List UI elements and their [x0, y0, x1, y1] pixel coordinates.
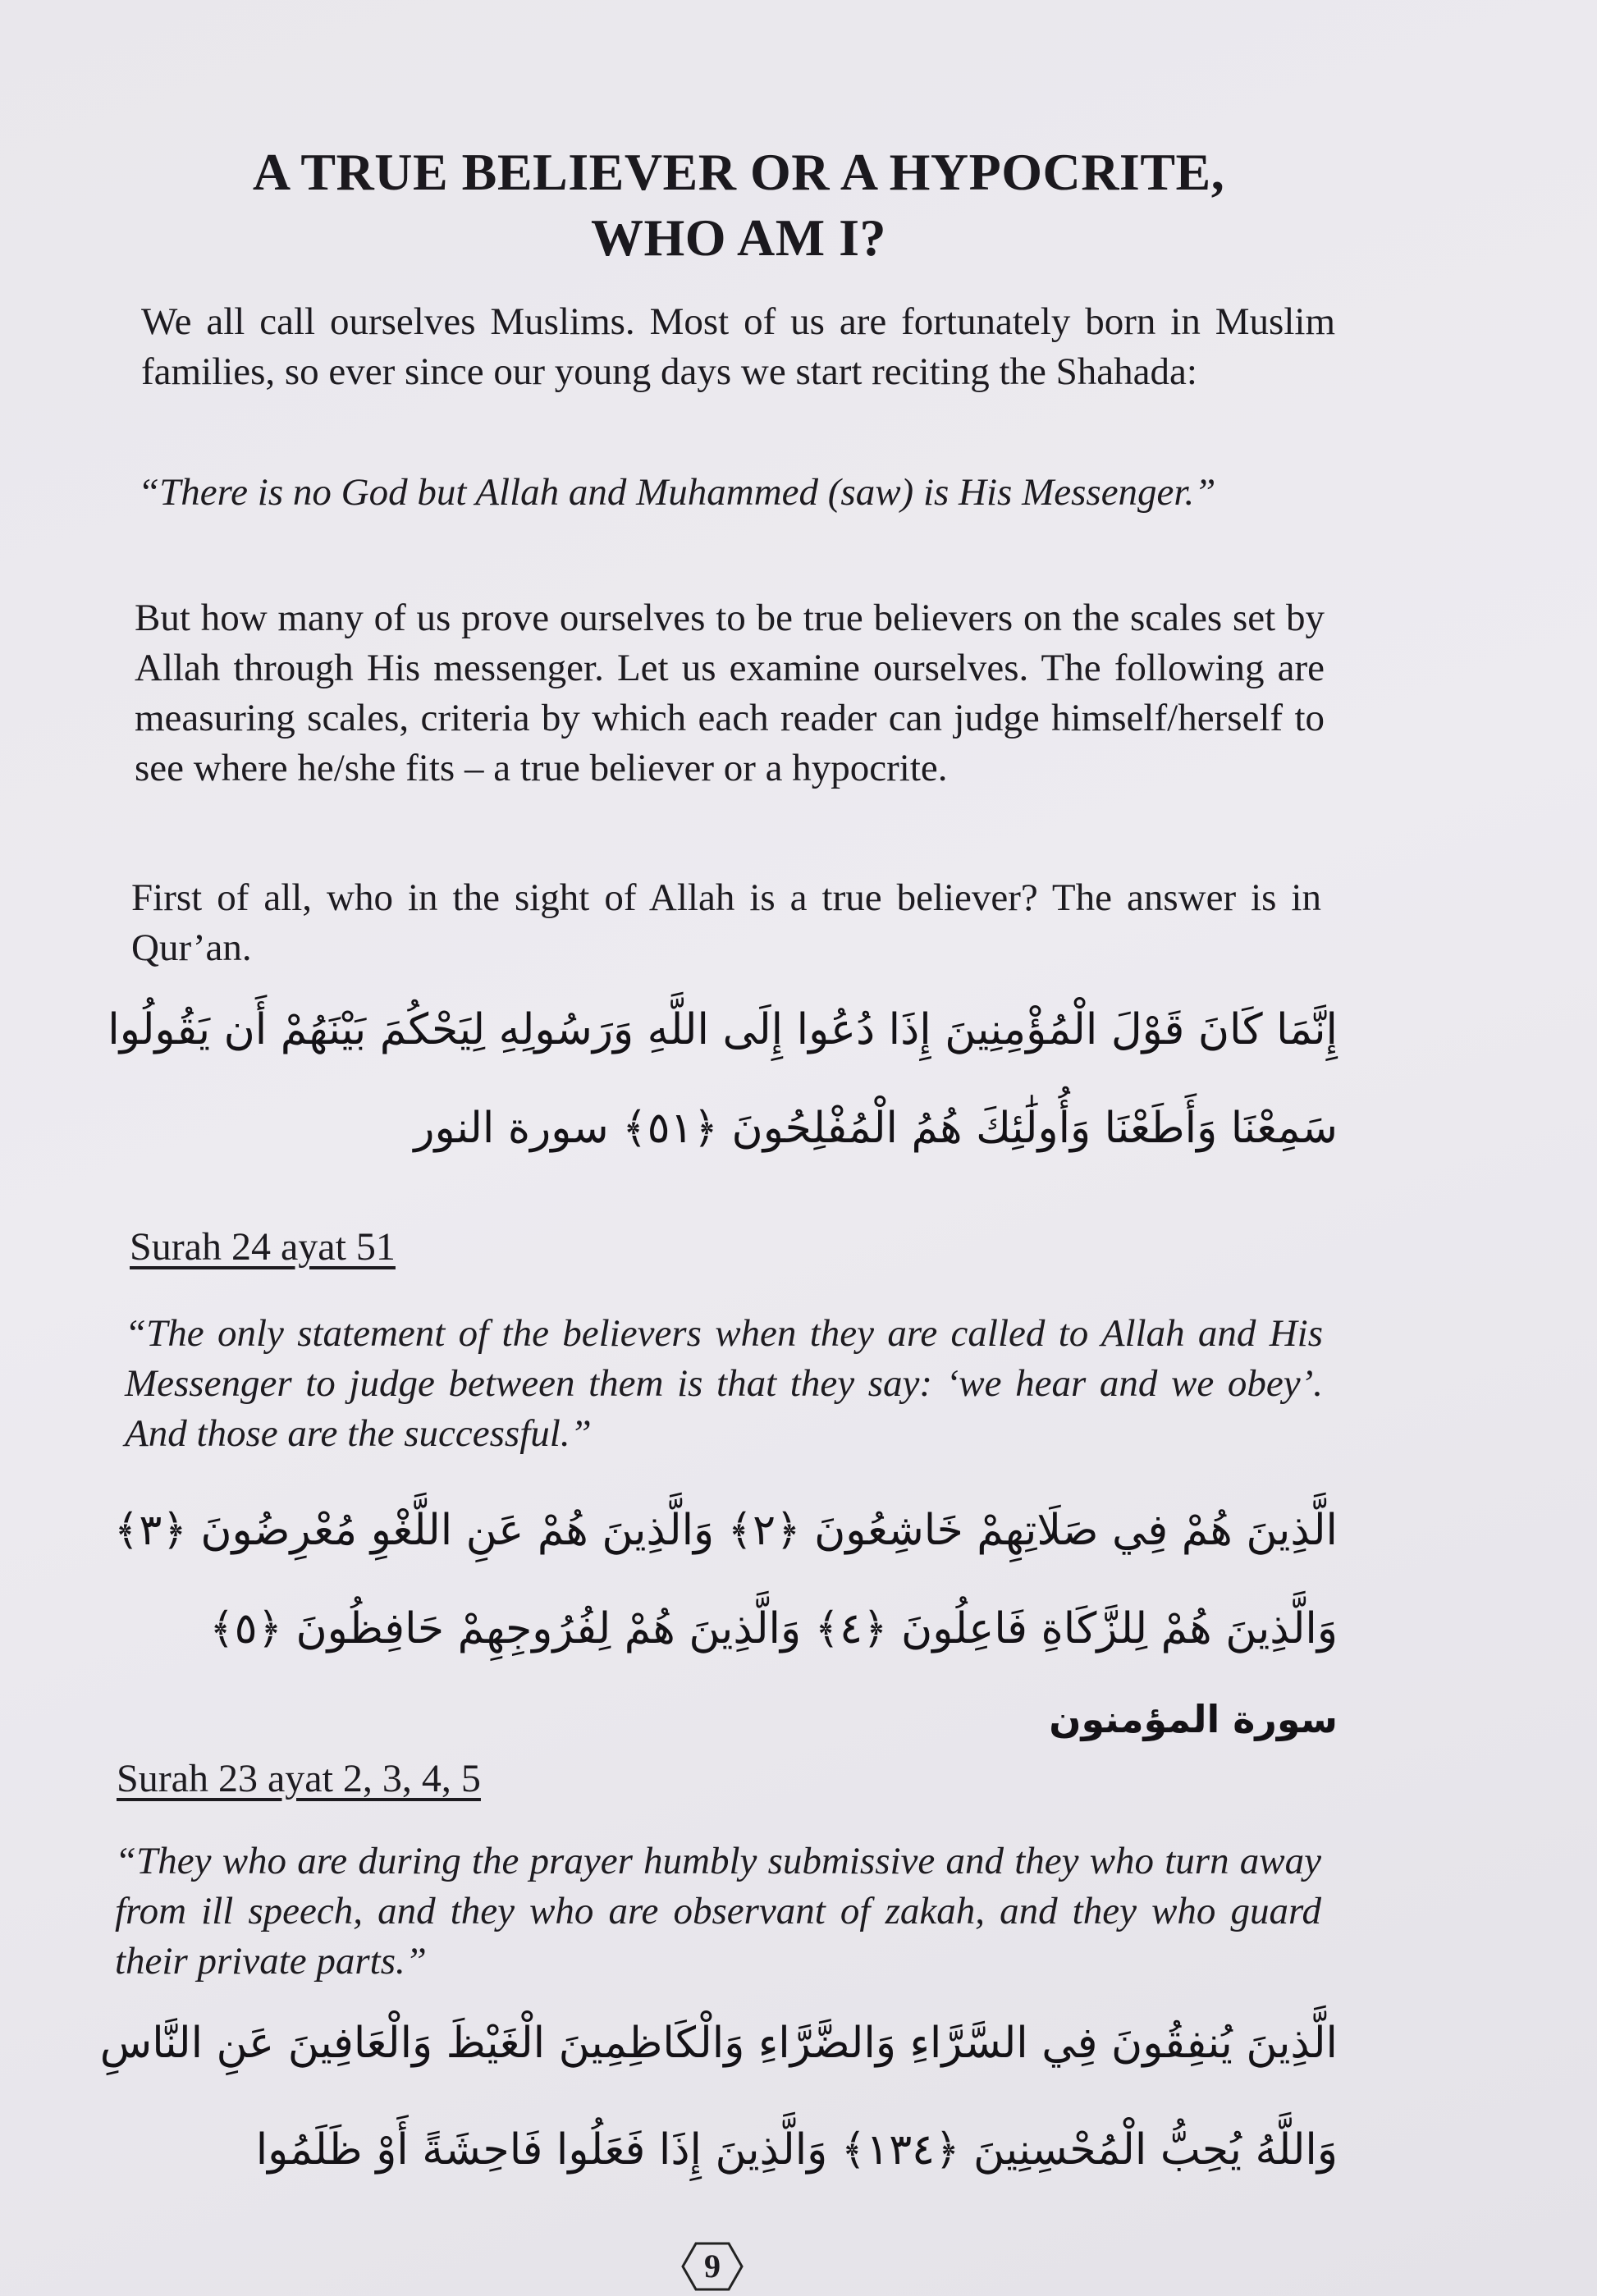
arabic-verse-1-line-1: إِنَّمَا كَانَ قَوْلَ الْمُؤْمِنِينَ إِذَا دُعُوا إِلَى اللَّهِ وَرَسُولِهِ لِيَحْكُمَ بَيْنَهُمْ أَن يَقُولُوا — [108, 1005, 1338, 1054]
title-line-1: A TRUE BELIEVER OR A HYPOCRITE, — [252, 143, 1225, 201]
intro-paragraph: We all call ourselves Muslims. Most of us are fortunately born in Muslim families, so ever since our young days we start reciting the Shahada: — [141, 300, 1335, 393]
arabic-verse-1-line-2: سَمِعْنَا وَأَطَعْنَا وَأُولَٰئِكَ هُمُ الْمُفْلِحُونَ ﴿٥١﴾ سورة النور — [414, 1104, 1338, 1153]
page-number-text: 9 — [704, 2248, 721, 2285]
translation-2: “They who are during the prayer humbly submissive and they who turn away from ill speech, and they who are observant of zakah, and they who guard their private parts.” — [115, 1840, 1321, 1983]
arabic-verse-2-line-1: الَّذِينَ هُمْ فِي صَلَاتِهِمْ خَاشِعُونَ ﴿٢﴾ وَالَّذِينَ هُمْ عَنِ اللَّغْوِ مُعْرِضُونَ ﴿٣﴾ — [113, 1506, 1338, 1555]
question-paragraph: First of all, who in the sight of Allah is a true believer? The answer is in Qur’an. — [131, 876, 1321, 969]
arabic-surah-name: سورة المؤمنون — [1049, 1697, 1338, 1741]
shahada-quote: “There is no God but Allah and Muhammed (saw) is His Messenger.” — [138, 471, 1216, 514]
page-number — [681, 2240, 744, 2293]
translation-1: “The only statement of the believers when they are called to Allah and His Messenger to judge between them is that they say: ‘we hear and we obey’. And those are the successful.” — [125, 1312, 1323, 1455]
page-title — [131, 139, 1346, 271]
surah-reference-1: Surah 24 ayat 51 — [130, 1225, 396, 1269]
arabic-verse-3-line-1: الَّذِينَ يُنفِقُونَ فِي السَّرَّاءِ وَالضَّرَّاءِ وَالْكَاظِمِينَ الْغَيْظَ وَالْعَافِينَ عَنِ النَّاسِ — [99, 2019, 1338, 2068]
title-line-2: WHO AM I? — [590, 208, 887, 267]
examine-paragraph: But how many of us prove ourselves to be true believers on the scales set by Allah through His messenger. Let us examine ourselves. The following are measuring scales, criteria by which each reader can judge himself/herself to see where he/she fits – a true believer or a hypocrite. — [135, 597, 1325, 789]
arabic-verse-3-line-2: وَاللَّهُ يُحِبُّ الْمُحْسِنِينَ ﴿١٣٤﴾ وَالَّذِينَ إِذَا فَعَلُوا فَاحِشَةً أَوْ ظَلَمُوا — [255, 2125, 1338, 2175]
surah-reference-2: Surah 23 ayat 2, 3, 4, 5 — [117, 1757, 481, 1800]
arabic-verse-2-line-2: وَالَّذِينَ هُمْ لِلزَّكَاةِ فَاعِلُونَ ﴿٤﴾ وَالَّذِينَ هُمْ لِفُرُوجِهِمْ حَافِظُونَ ﴿٥﴾ — [209, 1604, 1338, 1653]
